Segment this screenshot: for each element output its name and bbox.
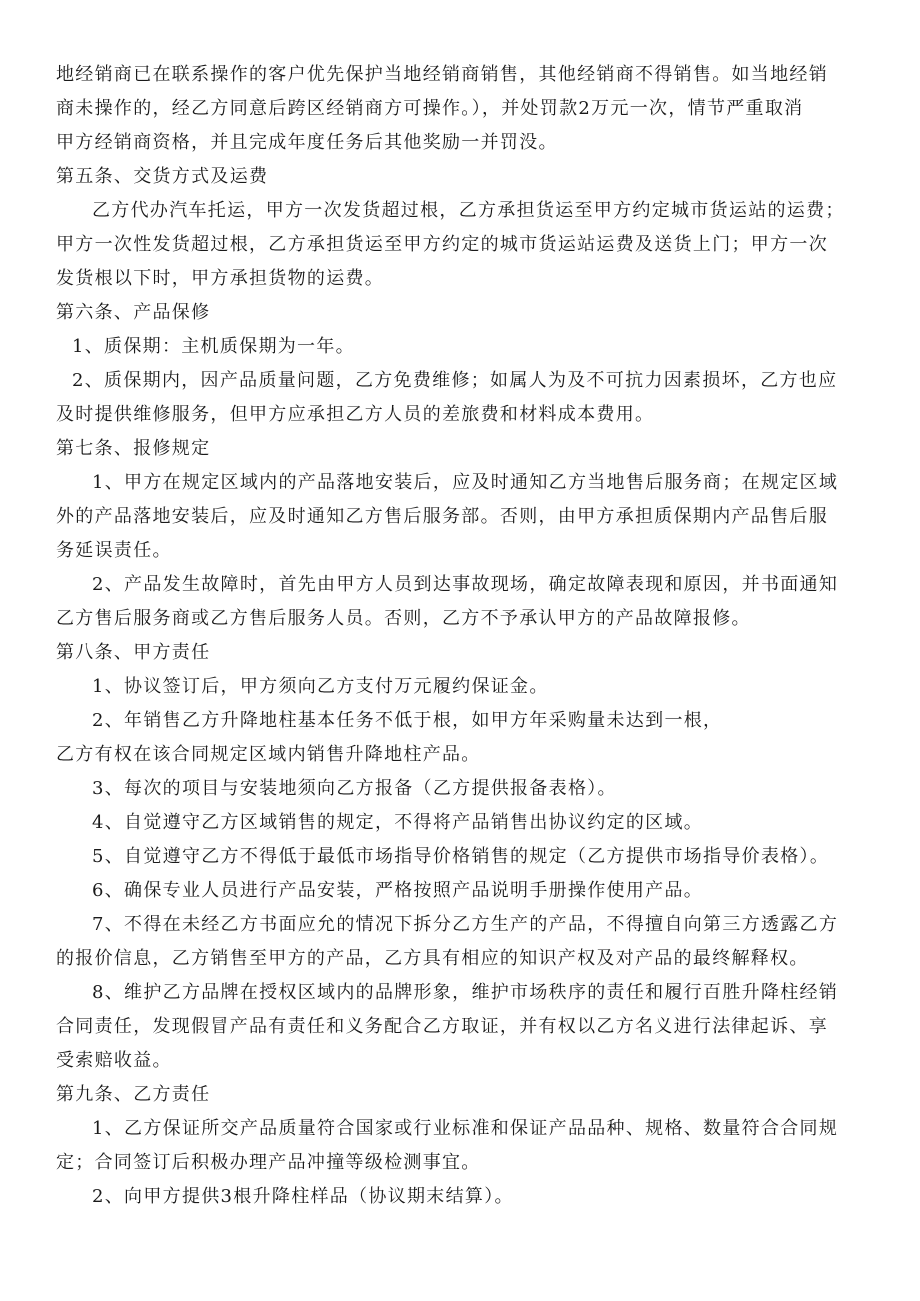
section-heading-5: 第五条、交货方式及运费 [56,166,269,187]
text-line: 受索赔收益。 [56,1050,172,1071]
text-line: 及时提供维修服务，但甲方应承担乙方人员的差旅费和材料成本费用。 [56,404,655,425]
text-line: 地经销商已在联系操作的客户优先保护当地经销商销售，其他经销商不得销售。如当地经销 [56,64,828,85]
text-line: 外的产品落地安装后，应及时通知乙方售后服务部。否则，由甲方承担质保期内产品售后服 [56,506,828,527]
text-line: 甲方经销商资格，并且完成年度任务后其他奖励一并罚没。 [56,132,558,153]
text-line: 乙方售后服务商或乙方售后服务人员。否则，乙方不予承认甲方的产品故障报修。 [56,608,751,629]
text-line: 商未操作的，经乙方同意后跨区经销商方可操作。），并处罚款2万元一次，情节严重取消 [56,98,804,119]
text-line: 乙方代办汽车托运，甲方一次发货超过根，乙方承担货运至甲方约定城市货运站的运费； [92,200,845,221]
text-line: 1、质保期：主机质保期为一年。 [72,336,355,357]
text-line: 2、产品发生故障时，首先由甲方人员到达事故现场，确定故障表现和原因，并书面通知 [92,574,839,595]
text-line: 5、自觉遵守乙方不得低于最低市场指导价格销售的规定（乙方提供市场指导价表格）。 [92,846,830,867]
text-line: 2、年销售乙方升降地柱基本任务不低于根，如甲方年采购量未达到一根， [92,710,723,731]
section-heading-9: 第九条、乙方责任 [56,1084,211,1105]
text-line: 2、向甲方提供3根升降柱样品（协议期末结算）。 [92,1186,514,1207]
text-line: 甲方一次性发货超过根，乙方承担货运至甲方约定的城市货运站运费及送货上门；甲方一次 [56,234,828,255]
text-line: 8、维护乙方品牌在授权区域内的品牌形象，维护市场秩序的责任和履行百胜升降柱经销 [92,982,839,1003]
text-line: 合同责任，发现假冒产品有责任和义务配合乙方取证，并有权以乙方名义进行法律起诉、享 [56,1016,828,1037]
section-heading-7: 第七条、报修规定 [56,438,211,459]
text-line: 发货根以下时，甲方承担货物的运费。 [56,268,385,289]
text-line: 6、确保专业人员进行产品安装，严格按照产品说明手册操作使用产品。 [92,880,704,901]
text-line: 7、不得在未经乙方书面应允的情况下拆分乙方生产的产品，不得擅自向第三方透露乙方 [92,914,839,935]
text-line: 3、每次的项目与安装地须向乙方报备（乙方提供报备表格）。 [92,778,617,799]
text-line: 2、质保期内，因产品质量问题，乙方免费维修；如属人为及不可抗力因素损坏，乙方也应 [72,370,838,391]
section-heading-6: 第六条、产品保修 [56,302,211,323]
text-line: 定；合同签订后积极办理产品冲撞等级检测事宜。 [56,1152,481,1173]
text-line: 1、甲方在规定区域内的产品落地安装后，应及时通知乙方当地售后服务商；在规定区域 [92,472,839,493]
text-line: 1、乙方保证所交产品质量符合国家或行业标准和保证产品品种、规格、数量符合合同规 [92,1118,839,1139]
text-line: 务延误责任。 [56,540,172,561]
text-line: 乙方有权在该合同规定区域内销售升降地柱产品。 [56,744,481,765]
text-line: 4、自觉遵守乙方区域销售的规定，不得将产品销售出协议约定的区域。 [92,812,704,833]
text-line: 的报价信息，乙方销售至甲方的产品，乙方具有相应的知识产权及对产品的最终解释权。 [56,948,809,969]
text-line: 1、协议签订后，甲方须向乙方支付万元履约保证金。 [92,676,549,697]
section-heading-8: 第八条、甲方责任 [56,642,211,663]
